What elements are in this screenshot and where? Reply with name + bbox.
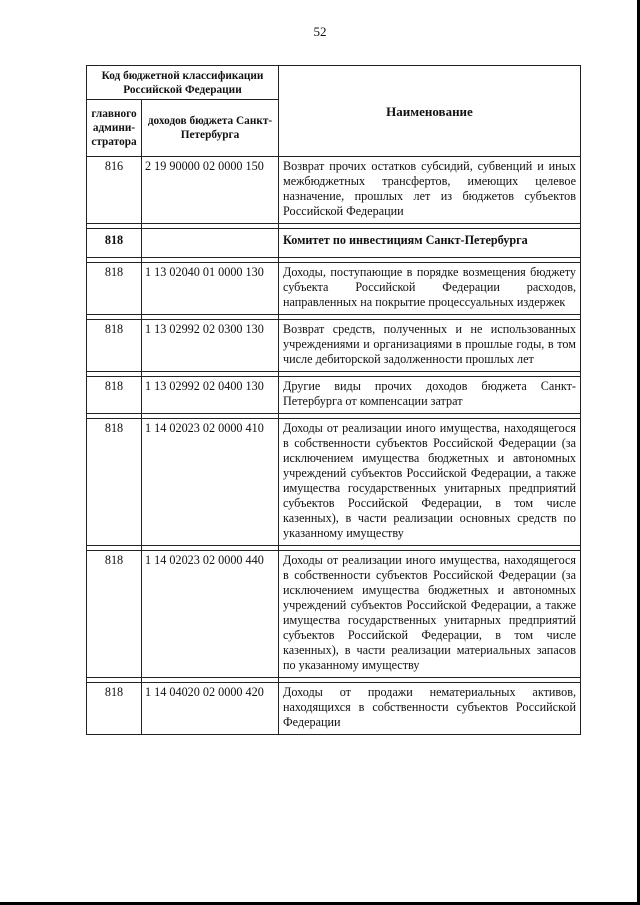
table-row [87,419,581,546]
table-row [87,377,581,414]
table-row [87,683,581,735]
admin-code-cell: 818 [87,320,142,372]
name-cell: Доходы от реализации иного имущества, находящегося в собственности субъектов Российской Федерации (за исключением имущества бюджетных и автономных учреждений субъектов Российской Федерации, а также имущества государственных унитарных предприятий субъектов Российской Федерации, в том числе казенных), в части реализации основных средств по указанному имуществу [279,419,581,546]
name-cell: Возврат средств, полученных и не использованных учреждениями и организациями в прошлые годы, в том числе дебиторской задолженности прошлых лет [279,320,581,372]
budget-classification-table [86,65,581,735]
header-classification-code: Код бюджетной классификации Российской Федерации [87,66,279,100]
income-code-cell: 1 13 02992 02 0300 130 [142,320,279,372]
name-cell: Доходы, поступающие в порядке возмещения бюджету субъекта Российской Федерации расходов, направленных на покрытие процессуальных издержек [279,263,581,315]
name-cell: Возврат прочих остатков субсидий, субвенций и иных межбюджетных трансфертов, имеющих целевое назначение, прошлых лет из бюджетов субъектов Российской Федерации [279,157,581,224]
admin-code-cell: 818 [87,683,142,735]
name-cell: Другие виды прочих доходов бюджета Санкт-Петербурга от компенсации затрат [279,377,581,414]
table-row [87,320,581,372]
table-row [87,157,581,224]
admin-code-cell: 816 [87,157,142,224]
table-row [87,263,581,315]
income-code-cell: 1 14 02023 02 0000 440 [142,551,279,678]
income-code-cell [142,229,279,258]
table-row [87,551,581,678]
name-cell: Доходы от продажи нематериальных активов, находящихся в собственности субъектов Российской Федерации [279,683,581,735]
income-code-cell: 1 13 02992 02 0400 130 [142,377,279,414]
table-row-section-heading [87,229,581,258]
name-cell: Доходы от реализации иного имущества, находящегося в собственности субъектов Российской Федерации (за исключением имущества бюджетных и автономных учреждений субъектов Российской Федерации, а также имущества государственных унитарных предприятий субъектов Российской Федерации, в том числе казенных), в части реализации материальных запасов по указанному имуществу [279,551,581,678]
admin-code-cell: 818 [87,551,142,678]
header-budget-income: доходов бюджета Санкт-Петербурга [142,100,279,157]
header-chief-administrator: главного админи-стратора [87,100,142,157]
admin-code-cell: 818 [87,377,142,414]
income-code-cell: 1 14 04020 02 0000 420 [142,683,279,735]
header-name: Наименование [279,66,581,157]
section-heading-cell: Комитет по инвестициям Санкт-Петербурга [279,229,581,258]
admin-code-cell: 818 [87,419,142,546]
page-number: 52 [313,24,327,39]
income-code-cell: 1 13 02040 01 0000 130 [142,263,279,315]
income-code-cell: 1 14 02023 02 0000 410 [142,419,279,546]
admin-code-cell: 818 [87,263,142,315]
income-code-cell: 2 19 90000 02 0000 150 [142,157,279,224]
admin-code-cell: 818 [87,229,142,258]
